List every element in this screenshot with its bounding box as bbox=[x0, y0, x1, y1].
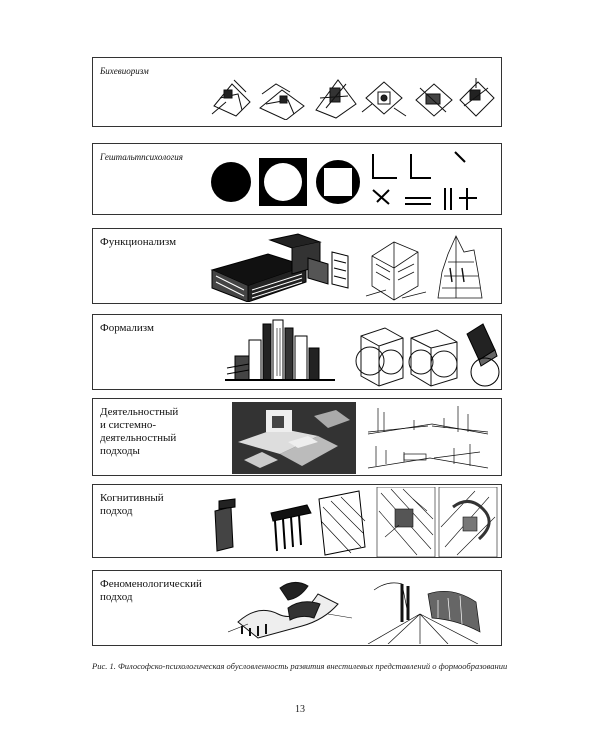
panel-cognitive bbox=[92, 484, 502, 558]
figure-caption: Рис. 1. Философско-психологическая обусловленность развития внестилевых представлений о формообразовании bbox=[92, 661, 508, 671]
plan-drawing-2 bbox=[439, 487, 497, 557]
panel-label: Когнитивный подход bbox=[100, 492, 164, 517]
panel-activity bbox=[92, 398, 502, 476]
formalist-skyscraper bbox=[225, 320, 335, 380]
activity-images bbox=[218, 402, 498, 474]
tilted-block bbox=[467, 324, 499, 386]
line-figures bbox=[373, 152, 477, 210]
geometric-cube-2 bbox=[409, 330, 457, 386]
model-photo bbox=[232, 402, 356, 474]
functional-sketch-2 bbox=[438, 236, 482, 298]
formalism-drawings bbox=[205, 318, 505, 388]
functionalism-drawings bbox=[208, 232, 498, 302]
functional-sketch-1 bbox=[366, 242, 426, 300]
panel-phenomenological bbox=[92, 570, 502, 646]
sketch-6 bbox=[460, 78, 494, 116]
panel-label: Формализм bbox=[100, 322, 154, 334]
phenomenological-sketches bbox=[228, 574, 498, 644]
panel-label: Бихевиоризм bbox=[100, 66, 149, 76]
panel-label: Феноменологический подход bbox=[100, 578, 202, 603]
fluid-building-sketch bbox=[228, 582, 352, 638]
page-number: 13 bbox=[295, 704, 305, 715]
panel-label: Функционализм bbox=[100, 236, 177, 248]
bauhaus-building bbox=[212, 234, 348, 302]
panel-formalism bbox=[92, 314, 502, 390]
sketch-4 bbox=[362, 82, 406, 116]
panel-label: Деятельностный и системно- деятельностный подходы bbox=[100, 406, 179, 457]
cognitive-images bbox=[211, 487, 501, 557]
panel-gestalt bbox=[92, 143, 502, 215]
behaviorism-sketches bbox=[208, 72, 498, 120]
curved-perspective-sketch bbox=[368, 583, 480, 644]
panel-label: Гештальтпсихология bbox=[100, 152, 183, 162]
gestalt-figures bbox=[205, 148, 495, 212]
panel-functionalism bbox=[92, 228, 502, 304]
geometric-cube-1 bbox=[356, 328, 403, 386]
sketch-3 bbox=[316, 80, 356, 118]
sketch-5 bbox=[416, 84, 452, 116]
panel-behaviorism bbox=[92, 57, 502, 127]
sketch-1 bbox=[212, 80, 250, 116]
sketch-2 bbox=[260, 84, 304, 120]
perspective-street-sketches bbox=[368, 406, 488, 468]
plan-drawing-1 bbox=[377, 487, 435, 557]
column-fragments bbox=[215, 491, 365, 555]
black-circle bbox=[211, 162, 251, 202]
